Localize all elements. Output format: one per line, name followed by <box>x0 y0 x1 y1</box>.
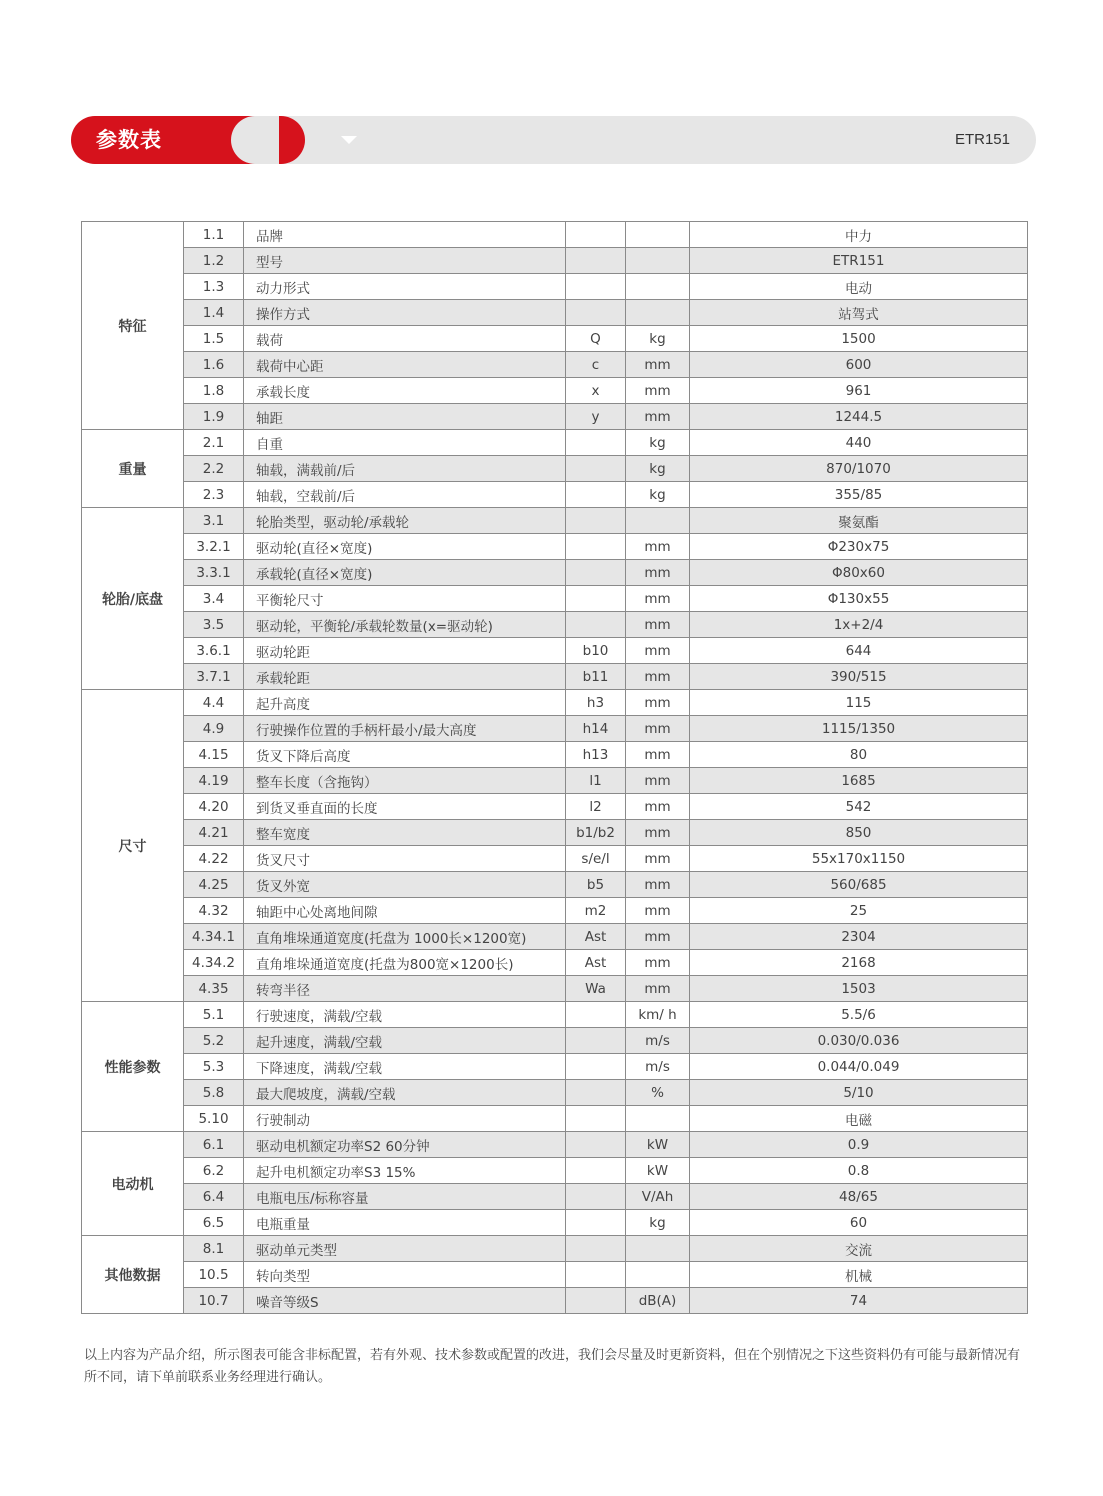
spec-symbol <box>566 612 626 638</box>
group-label: 轮胎/底盘 <box>82 508 184 690</box>
spec-value: 55x170x1150 <box>690 846 1028 872</box>
spec-number: 4.34.2 <box>184 950 244 976</box>
spec-unit <box>626 274 690 300</box>
spec-name: 转弯半径 <box>244 976 566 1002</box>
spec-name: 品牌 <box>244 222 566 248</box>
spec-value: 电动 <box>690 274 1028 300</box>
spec-unit: % <box>626 1080 690 1106</box>
spec-symbol: m2 <box>566 898 626 924</box>
table-row <box>82 378 1028 404</box>
spec-value: 1500 <box>690 326 1028 352</box>
spec-unit: kg <box>626 430 690 456</box>
spec-unit: mm <box>626 846 690 872</box>
table-row <box>82 924 1028 950</box>
table-row <box>82 794 1028 820</box>
spec-number: 4.21 <box>184 820 244 846</box>
spec-symbol: b10 <box>566 638 626 664</box>
spec-name: 货叉下降后高度 <box>244 742 566 768</box>
spec-name: 承载轮(直径×宽度) <box>244 560 566 586</box>
spec-symbol <box>566 274 626 300</box>
spec-name: 起升高度 <box>244 690 566 716</box>
spec-symbol: b11 <box>566 664 626 690</box>
table-row <box>82 586 1028 612</box>
spec-value: 1503 <box>690 976 1028 1002</box>
spec-unit: V/Ah <box>626 1184 690 1210</box>
spec-number: 3.5 <box>184 612 244 638</box>
spec-name: 驱动轮，平衡轮/承载轮数量(x=驱动轮) <box>244 612 566 638</box>
spec-name: 载荷中心距 <box>244 352 566 378</box>
spec-name: 到货叉垂直面的长度 <box>244 794 566 820</box>
table-row <box>82 300 1028 326</box>
spec-unit: mm <box>626 872 690 898</box>
spec-unit: mm <box>626 820 690 846</box>
table-row <box>82 326 1028 352</box>
spec-unit: mm <box>626 404 690 430</box>
spec-name: 行驶制动 <box>244 1106 566 1132</box>
spec-name: 载荷 <box>244 326 566 352</box>
table-row <box>82 950 1028 976</box>
spec-name: 操作方式 <box>244 300 566 326</box>
spec-name: 最大爬坡度，满载/空载 <box>244 1080 566 1106</box>
spec-value: 560/685 <box>690 872 1028 898</box>
footer-note: 以上内容为产品介绍，所示图表可能含非标配置，若有外观、技术参数或配置的改进，我们会尽量及时更新资料，但在个别情况之下这些资料仍有可能与最新情况有所不同，请下单前联系业务经理进行确认。 <box>84 1348 1021 1385</box>
spec-number: 3.7.1 <box>184 664 244 690</box>
spec-name: 驱动轮距 <box>244 638 566 664</box>
spec-unit: mm <box>626 976 690 1002</box>
spec-value: 355/85 <box>690 482 1028 508</box>
spec-symbol <box>566 586 626 612</box>
spec-unit <box>626 1106 690 1132</box>
spec-value: 1244.5 <box>690 404 1028 430</box>
spec-unit: mm <box>626 352 690 378</box>
table-row <box>82 1002 1028 1028</box>
spec-number: 1.1 <box>184 222 244 248</box>
spec-unit: dB(A) <box>626 1288 690 1314</box>
spec-name: 承载长度 <box>244 378 566 404</box>
spec-name: 噪音等级S <box>244 1288 566 1314</box>
spec-symbol: h3 <box>566 690 626 716</box>
spec-name: 直角堆垛通道宽度(托盘为 1000长×1200宽) <box>244 924 566 950</box>
spec-number: 4.19 <box>184 768 244 794</box>
spec-symbol <box>566 300 626 326</box>
spec-symbol <box>566 1158 626 1184</box>
spec-symbol: Wa <box>566 976 626 1002</box>
spec-number: 5.3 <box>184 1054 244 1080</box>
spec-value: 1x+2/4 <box>690 612 1028 638</box>
table-row <box>82 898 1028 924</box>
spec-number: 5.1 <box>184 1002 244 1028</box>
table-row <box>82 1158 1028 1184</box>
spec-symbol <box>566 248 626 274</box>
spec-unit: mm <box>626 716 690 742</box>
table-row <box>82 1080 1028 1106</box>
spec-symbol <box>566 534 626 560</box>
spec-value: 0.044/0.049 <box>690 1054 1028 1080</box>
spec-number: 4.15 <box>184 742 244 768</box>
spec-name: 起升电机额定功率S3 15% <box>244 1158 566 1184</box>
spec-symbol: s/e/l <box>566 846 626 872</box>
spec-name: 动力形式 <box>244 274 566 300</box>
spec-value: 961 <box>690 378 1028 404</box>
spec-value: 电磁 <box>690 1106 1028 1132</box>
spec-unit: mm <box>626 664 690 690</box>
spec-name: 货叉尺寸 <box>244 846 566 872</box>
table-row <box>82 534 1028 560</box>
spec-unit: mm <box>626 768 690 794</box>
spec-symbol <box>566 1210 626 1236</box>
spec-number: 3.1 <box>184 508 244 534</box>
spec-name: 电瓶重量 <box>244 1210 566 1236</box>
spec-value: 644 <box>690 638 1028 664</box>
spec-value: 聚氨酯 <box>690 508 1028 534</box>
spec-name: 起升速度，满载/空载 <box>244 1028 566 1054</box>
spec-value: 站驾式 <box>690 300 1028 326</box>
spec-value: 60 <box>690 1210 1028 1236</box>
spec-unit: mm <box>626 690 690 716</box>
spec-value: 390/515 <box>690 664 1028 690</box>
spec-number: 6.2 <box>184 1158 244 1184</box>
spec-unit: kg <box>626 326 690 352</box>
spec-value: 0.9 <box>690 1132 1028 1158</box>
spec-name: 轴载，满载前/后 <box>244 456 566 482</box>
spec-symbol: x <box>566 378 626 404</box>
table-row <box>82 742 1028 768</box>
spec-unit: mm <box>626 638 690 664</box>
spec-name: 驱动轮(直径×宽度) <box>244 534 566 560</box>
table-row <box>82 768 1028 794</box>
spec-value: 870/1070 <box>690 456 1028 482</box>
table-row <box>82 352 1028 378</box>
spec-unit <box>626 508 690 534</box>
spec-symbol: b1/b2 <box>566 820 626 846</box>
spec-number: 2.2 <box>184 456 244 482</box>
spec-value: 机械 <box>690 1262 1028 1288</box>
spec-number: 1.8 <box>184 378 244 404</box>
spec-number: 4.4 <box>184 690 244 716</box>
spec-unit: kW <box>626 1158 690 1184</box>
spec-unit <box>626 1262 690 1288</box>
group-label: 特征 <box>82 222 184 430</box>
group-label: 其他数据 <box>82 1236 184 1314</box>
spec-unit <box>626 248 690 274</box>
spec-number: 1.5 <box>184 326 244 352</box>
spec-unit: mm <box>626 586 690 612</box>
spec-symbol <box>566 1236 626 1262</box>
spec-number: 2.1 <box>184 430 244 456</box>
spec-value: 0.030/0.036 <box>690 1028 1028 1054</box>
spec-value: 2168 <box>690 950 1028 976</box>
spec-unit: m/s <box>626 1028 690 1054</box>
spec-name: 行驶操作位置的手柄杆最小/最大高度 <box>244 716 566 742</box>
spec-number: 3.4 <box>184 586 244 612</box>
spec-unit <box>626 1236 690 1262</box>
spec-name: 货叉外宽 <box>244 872 566 898</box>
table-row <box>82 1106 1028 1132</box>
spec-number: 1.9 <box>184 404 244 430</box>
spec-unit: mm <box>626 378 690 404</box>
table-row <box>82 404 1028 430</box>
spec-value: 交流 <box>690 1236 1028 1262</box>
table-row <box>82 976 1028 1002</box>
spec-value: 1115/1350 <box>690 716 1028 742</box>
spec-number: 3.3.1 <box>184 560 244 586</box>
spec-number: 10.7 <box>184 1288 244 1314</box>
spec-value: 74 <box>690 1288 1028 1314</box>
table-row <box>82 1184 1028 1210</box>
spec-unit: mm <box>626 742 690 768</box>
spec-number: 1.2 <box>184 248 244 274</box>
spec-unit: mm <box>626 950 690 976</box>
table-row <box>82 638 1028 664</box>
spec-symbol <box>566 1106 626 1132</box>
spec-symbol: h14 <box>566 716 626 742</box>
spec-number: 6.5 <box>184 1210 244 1236</box>
spec-symbol: l1 <box>566 768 626 794</box>
group-label: 电动机 <box>82 1132 184 1236</box>
table-row <box>82 560 1028 586</box>
spec-number: 4.32 <box>184 898 244 924</box>
spec-name: 整车宽度 <box>244 820 566 846</box>
table-row <box>82 664 1028 690</box>
spec-value: 5.5/6 <box>690 1002 1028 1028</box>
header-gray-cap <box>231 116 279 164</box>
spec-value: 2304 <box>690 924 1028 950</box>
spec-symbol <box>566 1132 626 1158</box>
spec-name: 轴距中心处离地间隙 <box>244 898 566 924</box>
spec-number: 4.22 <box>184 846 244 872</box>
spec-unit: kg <box>626 1210 690 1236</box>
spec-value: 0.8 <box>690 1158 1028 1184</box>
spec-symbol <box>566 560 626 586</box>
spec-value: 80 <box>690 742 1028 768</box>
spec-number: 5.10 <box>184 1106 244 1132</box>
group-label: 重量 <box>82 430 184 508</box>
spec-symbol: l2 <box>566 794 626 820</box>
spec-number: 5.8 <box>184 1080 244 1106</box>
table-row <box>82 716 1028 742</box>
spec-symbol <box>566 1028 626 1054</box>
spec-unit: m/s <box>626 1054 690 1080</box>
spec-symbol <box>566 508 626 534</box>
spec-symbol <box>566 430 626 456</box>
spec-unit <box>626 222 690 248</box>
spec-symbol: Ast <box>566 950 626 976</box>
spec-symbol <box>566 1262 626 1288</box>
chevron-down-icon <box>341 136 357 144</box>
table-row <box>82 1288 1028 1314</box>
spec-number: 2.3 <box>184 482 244 508</box>
spec-unit: mm <box>626 534 690 560</box>
spec-symbol <box>566 482 626 508</box>
table-row <box>82 1054 1028 1080</box>
spec-value: Φ230x75 <box>690 534 1028 560</box>
spec-value: 5/10 <box>690 1080 1028 1106</box>
table-row <box>82 456 1028 482</box>
table-row <box>82 1236 1028 1262</box>
spec-name: 自重 <box>244 430 566 456</box>
spec-table <box>81 221 1028 1314</box>
spec-value: Φ80x60 <box>690 560 1028 586</box>
table-row <box>82 430 1028 456</box>
spec-value: 542 <box>690 794 1028 820</box>
spec-symbol: Q <box>566 326 626 352</box>
table-row <box>82 508 1028 534</box>
spec-value: 中力 <box>690 222 1028 248</box>
spec-number: 1.6 <box>184 352 244 378</box>
table-row <box>82 1132 1028 1158</box>
spec-name: 驱动电机额定功率S2 60分钟 <box>244 1132 566 1158</box>
spec-symbol <box>566 222 626 248</box>
spec-symbol <box>566 1288 626 1314</box>
spec-number: 6.4 <box>184 1184 244 1210</box>
spec-value: Φ130x55 <box>690 586 1028 612</box>
spec-name: 整车长度（含拖钩） <box>244 768 566 794</box>
spec-name: 轴载，空载前/后 <box>244 482 566 508</box>
spec-symbol: h13 <box>566 742 626 768</box>
table-row <box>82 612 1028 638</box>
table-row <box>82 1210 1028 1236</box>
spec-number: 4.25 <box>184 872 244 898</box>
spec-symbol: b5 <box>566 872 626 898</box>
spec-value: 25 <box>690 898 1028 924</box>
table-row <box>82 222 1028 248</box>
spec-symbol: y <box>566 404 626 430</box>
table-row <box>82 482 1028 508</box>
spec-name: 下降速度，满载/空载 <box>244 1054 566 1080</box>
spec-number: 8.1 <box>184 1236 244 1262</box>
spec-name: 承载轮距 <box>244 664 566 690</box>
spec-unit: kg <box>626 482 690 508</box>
spec-symbol: c <box>566 352 626 378</box>
spec-unit: mm <box>626 794 690 820</box>
spec-value: 600 <box>690 352 1028 378</box>
spec-value: 850 <box>690 820 1028 846</box>
spec-number: 4.35 <box>184 976 244 1002</box>
spec-symbol <box>566 1054 626 1080</box>
spec-name: 直角堆垛通道宽度(托盘为800宽×1200长) <box>244 950 566 976</box>
spec-symbol: Ast <box>566 924 626 950</box>
spec-name: 驱动单元类型 <box>244 1236 566 1262</box>
section-title: 参数表 <box>96 128 162 152</box>
spec-name: 平衡轮尺寸 <box>244 586 566 612</box>
spec-name: 轮胎类型，驱动轮/承载轮 <box>244 508 566 534</box>
spec-symbol <box>566 1184 626 1210</box>
spec-number: 1.3 <box>184 274 244 300</box>
spec-unit: kg <box>626 456 690 482</box>
table-row <box>82 846 1028 872</box>
section-header <box>71 116 1036 164</box>
spec-unit: km/ h <box>626 1002 690 1028</box>
spec-symbol <box>566 1002 626 1028</box>
spec-symbol <box>566 1080 626 1106</box>
spec-number: 3.6.1 <box>184 638 244 664</box>
model-label: ETR151 <box>954 131 1010 148</box>
table-row <box>82 1028 1028 1054</box>
spec-number: 5.2 <box>184 1028 244 1054</box>
table-row <box>82 274 1028 300</box>
spec-name: 型号 <box>244 248 566 274</box>
spec-name: 行驶速度，满载/空载 <box>244 1002 566 1028</box>
table-row <box>82 248 1028 274</box>
spec-number: 1.4 <box>184 300 244 326</box>
spec-value: 48/65 <box>690 1184 1028 1210</box>
spec-value: ETR151 <box>690 248 1028 274</box>
table-row <box>82 872 1028 898</box>
spec-number: 4.9 <box>184 716 244 742</box>
spec-unit: mm <box>626 898 690 924</box>
spec-name: 转向类型 <box>244 1262 566 1288</box>
spec-value: 115 <box>690 690 1028 716</box>
table-row <box>82 820 1028 846</box>
spec-value: 440 <box>690 430 1028 456</box>
group-label: 尺寸 <box>82 690 184 1002</box>
spec-value: 1685 <box>690 768 1028 794</box>
spec-number: 6.1 <box>184 1132 244 1158</box>
table-row <box>82 690 1028 716</box>
spec-unit <box>626 300 690 326</box>
spec-unit: mm <box>626 560 690 586</box>
spec-symbol <box>566 456 626 482</box>
spec-name: 电瓶电压/标称容量 <box>244 1184 566 1210</box>
table-row <box>82 1262 1028 1288</box>
group-label: 性能参数 <box>82 1002 184 1132</box>
spec-number: 4.34.1 <box>184 924 244 950</box>
spec-number: 10.5 <box>184 1262 244 1288</box>
spec-unit: mm <box>626 924 690 950</box>
spec-unit: kW <box>626 1132 690 1158</box>
spec-unit: mm <box>626 612 690 638</box>
spec-name: 轴距 <box>244 404 566 430</box>
spec-number: 4.20 <box>184 794 244 820</box>
spec-number: 3.2.1 <box>184 534 244 560</box>
